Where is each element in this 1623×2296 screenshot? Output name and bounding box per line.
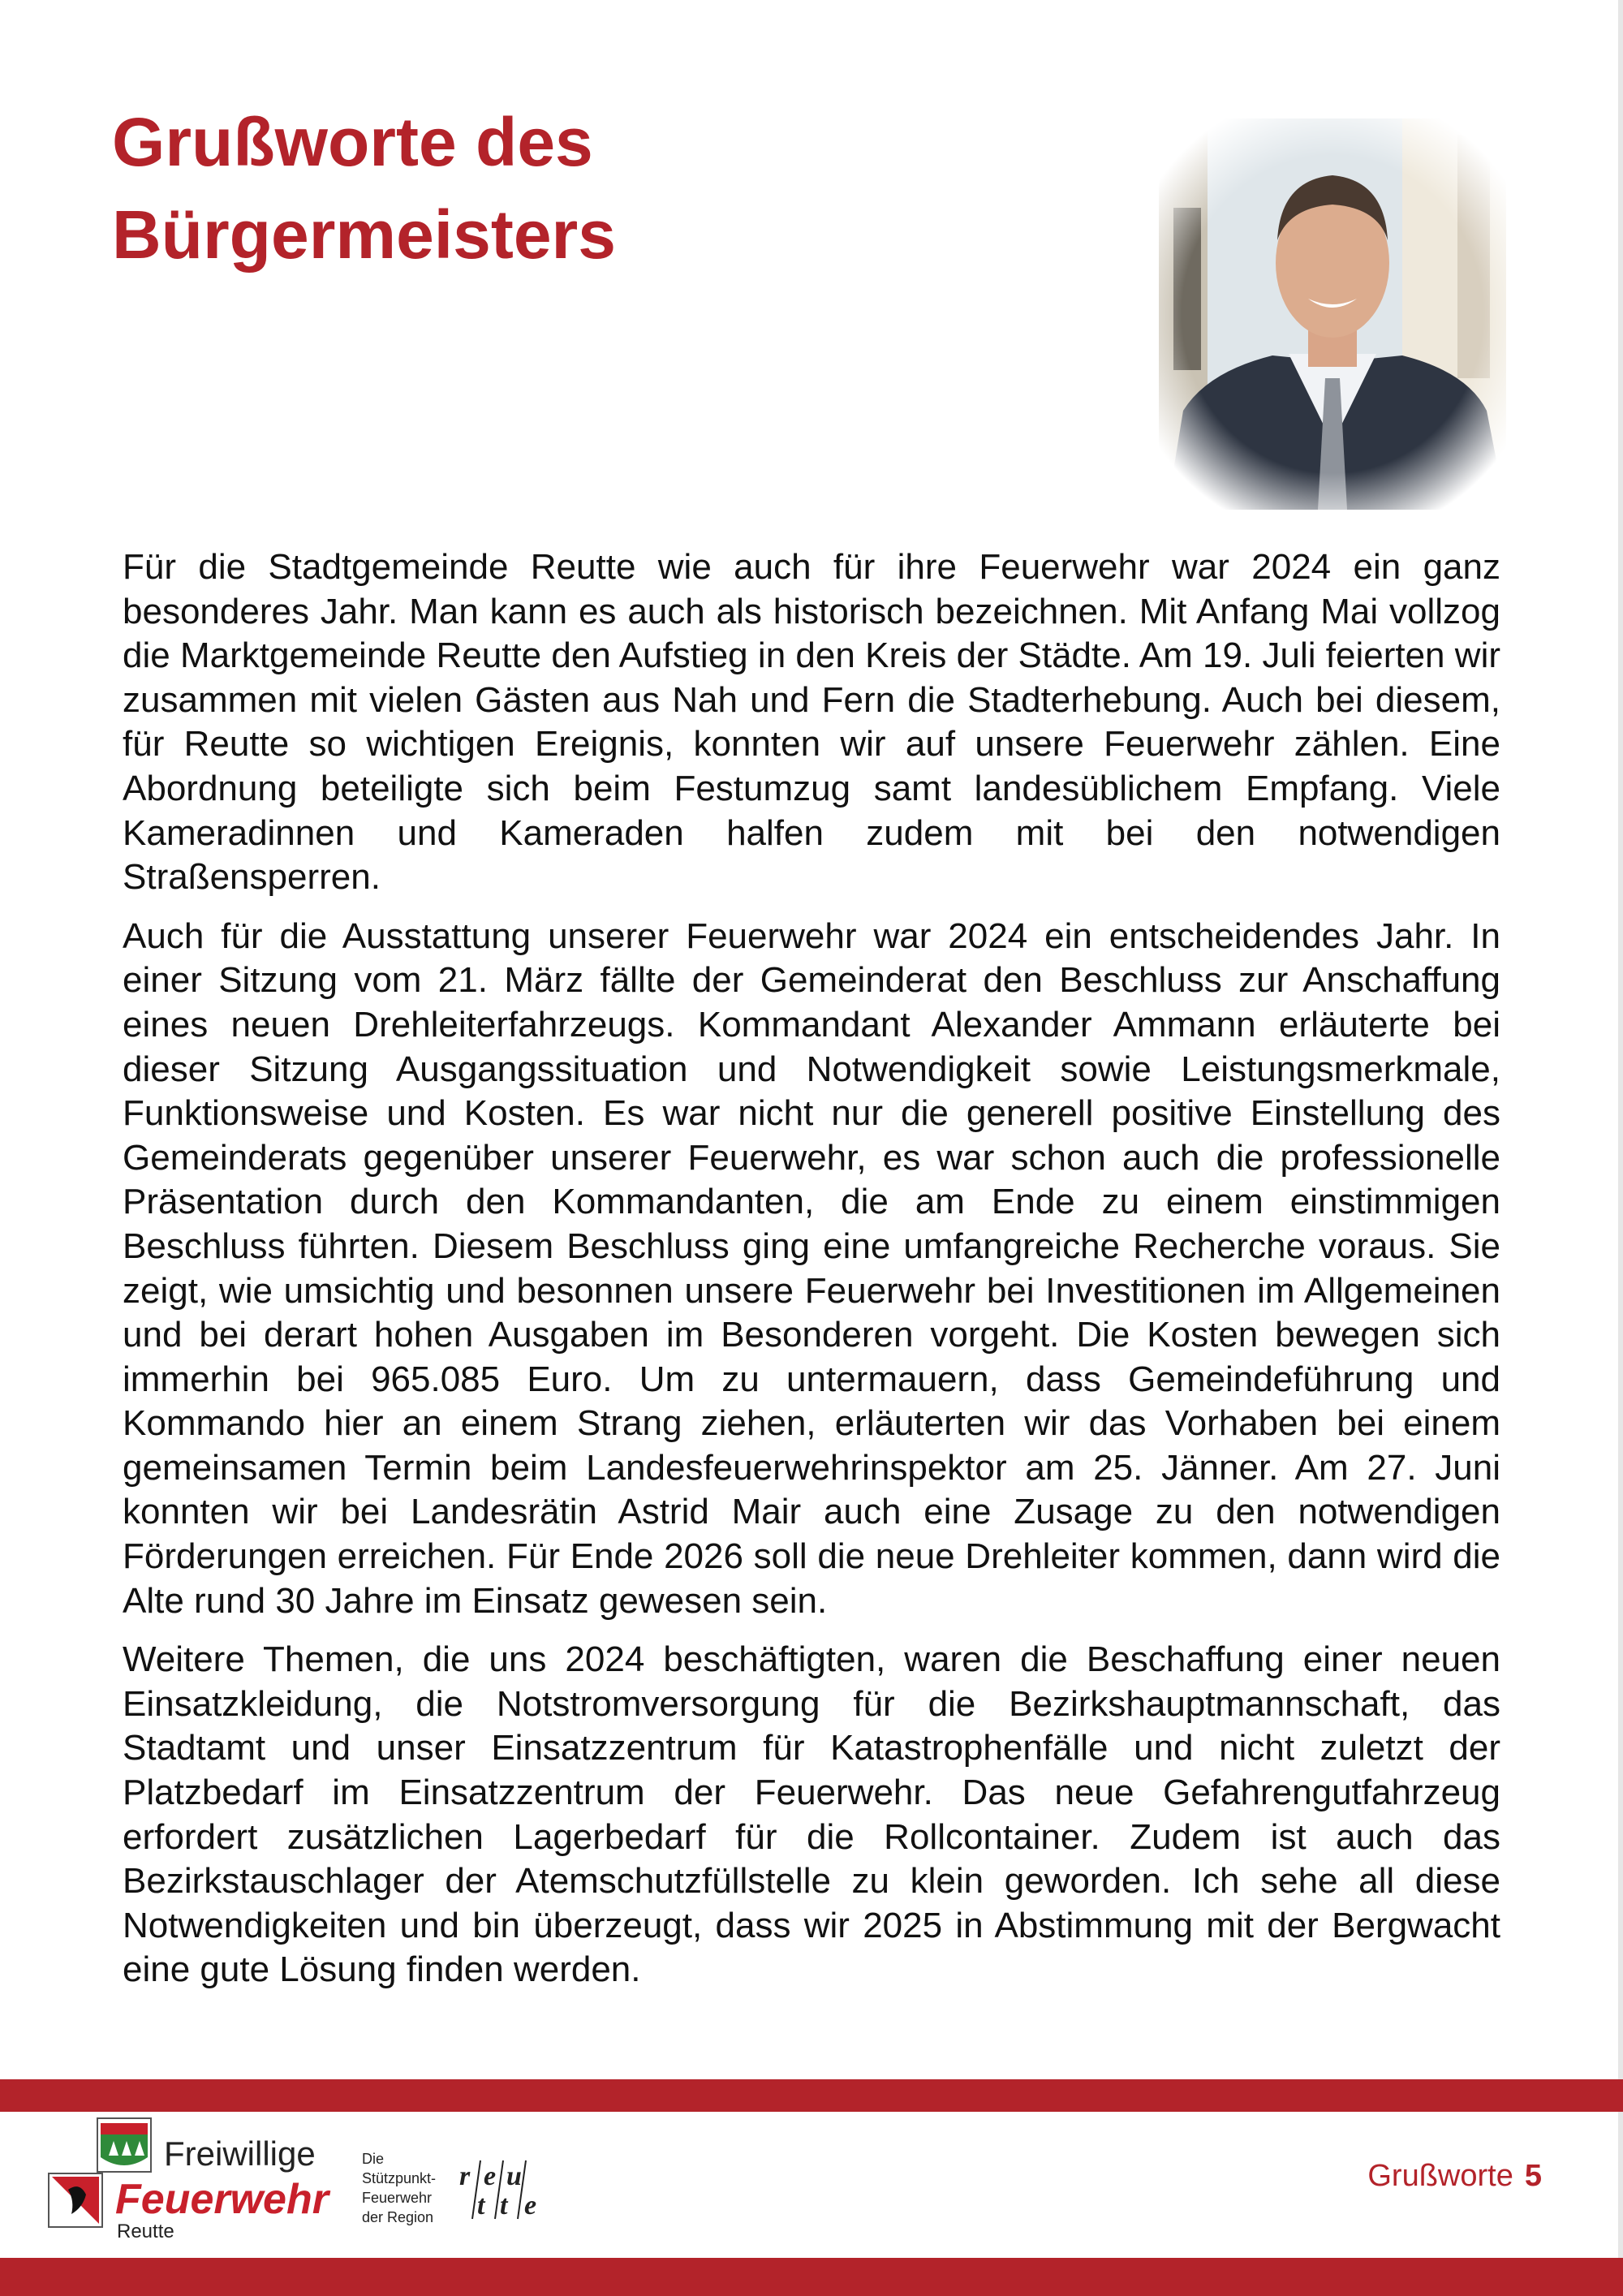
logo-text-feuerwehr: Feuerwehr	[115, 2176, 329, 2223]
reutte-letter-u: u	[506, 2161, 522, 2191]
reutte-letter-e2: e	[524, 2190, 537, 2221]
logo-text-freiwillige: Freiwillige	[164, 2134, 316, 2173]
stuetzpunkt-line-4: der Region	[362, 2209, 434, 2225]
page-title-line-2: Bürgermeisters	[112, 196, 616, 273]
mayor-portrait-photo	[1159, 118, 1506, 510]
stuetzpunkt-line-2: Stützpunkt-	[362, 2170, 437, 2186]
article-body	[123, 545, 1500, 2007]
reutte-letter-r: r	[459, 2161, 471, 2191]
feuerwehr-logo	[47, 2117, 341, 2240]
footer-page-label	[1367, 2159, 1542, 2194]
reutte-letter-e1: e	[484, 2161, 497, 2191]
footer-top-band	[0, 2079, 1623, 2112]
paragraph-1: Für die Stadtgemeinde Reutte wie auch für ihre Feuerwehr war 2024 ein ganz besonderes Jahr. Man kann es auch als historisch bezeichnen. Mit Anfang Mai vollzog die Marktgemeinde Reutte den Aufstieg in den Kreis der Städte. Am 19. Juli feierten wir zusammen mit vielen Gästen aus Nah und Fern die Stadterhebung. Auch bei diesem, für Reutte so wichtigen Ereignis, konnten wir auf unsere Feuerwehr zählen. Eine Abordnung beteiligte sich beim Festumzug samt landesüblichem Empfang. Viele Kameradinnen und Kameraden halfen zudem mit bei den notwendigen Straßensperren.	[123, 547, 1500, 898]
footer-section-label: Grußworte	[1367, 2159, 1513, 2193]
footer-bottom-band	[0, 2258, 1623, 2296]
stuetzpunkt-line-1: Die	[362, 2151, 385, 2167]
page-title-line-1: Grußworte des	[112, 104, 593, 180]
stuetzpunkt-line-3: Feuerwehr	[362, 2190, 433, 2206]
logo-text-reutte: Reutte	[117, 2221, 174, 2242]
page-edge-shadow	[1618, 0, 1623, 2296]
paragraph-2: Auch für die Ausstattung unserer Feuerwehr war 2024 ein entscheidendes Jahr. In einer Sitzung vom 21. März fällte der Gemeinderat den Beschluss zur Anschaffung eines neuen Drehleiterfahrzeugs. Kommandant Alexander Ammann erläuterte bei dieser Sitzung Ausgangssituation und Notwendigkeit sowie Leistungsmerkmale, Funktionsweise und Kosten. Es war nicht nur die generell positive Einstellung des Gemeinderats gegenüber unserer Feuerwehr, es war schon auch die professionelle Präsentation durch den Kommandanten, die am Ende zu einem einstimmigen Beschluss führten. Diesem Beschluss ging eine umfangreiche Recherche voraus. Sie zeigt, wie umsichtig und besonnen unsere Feuerwehr bei Investitionen im Allgemeinen und bei derart hohen Ausgaben im Besonderen vorgeht. Die Kosten bewegen sich immerhin bei 965.085 Euro. Um zu untermauern, dass Gemeindeführung und Kommando hier an einem Strang ziehen, erläuterten wir das Vorhaben bei einem gemeinsamen Termin beim Landesfeuerwehrinspektor am 25. Jänner. Am 27. Juni konnten wir bei Landesrätin Astrid Mair auch eine Zusage zu den notwendigen Förderungen erreichen. Für Ende 2026 soll die neue Drehleiter kommen, dann wird die Alte rund 30 Jahre im Einsatz gewesen sein.	[123, 915, 1500, 1621]
reutte-logo-icon	[456, 2156, 552, 2224]
reutte-letter-t1: t	[477, 2190, 485, 2221]
page-number: 5	[1524, 2159, 1542, 2193]
paragraph-3: Weitere Themen, die uns 2024 beschäftigten, waren die Beschaffung einer neuen Einsatzkleidung, die Notstromversorgung für die Bezirkshauptmannschaft, das Stadtamt und unser Einsatzzentrum für Katastrophenfälle und nicht zuletzt der Platzbedarf im Einsatzzentrum der Feuerwehr. Das neue Gefahrengutfahrzeug erfordert zusätzlichen Lagerbedarf für die Rollcontainer. Zudem ist auch das Bezirkstauschlager der Atemschutzfüllstelle zu klein geworden. Ich sehe all diese Notwendigkeiten und bin überzeugt, dass wir 2025 in Abstimmung mit der Bergwacht eine gute Lösung finden werden.	[123, 1639, 1500, 1990]
stuetzpunkt-text	[362, 2149, 459, 2227]
reutte-letter-t2: t	[500, 2190, 508, 2221]
page-title	[112, 96, 1086, 281]
